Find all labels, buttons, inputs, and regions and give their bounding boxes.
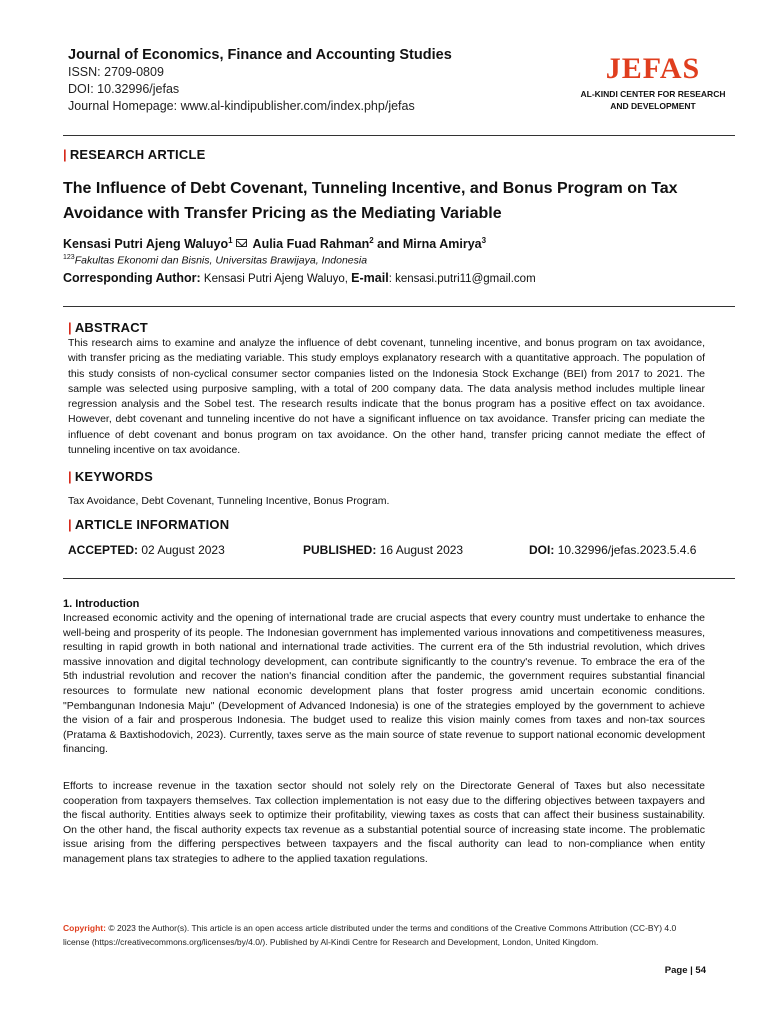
abstract-body: This research aims to examine and analyze the influence of debt covenant, tunneling incentive, and bonus program on tax avoidance, with transfer pricing as the mediating variable. This study employs explanatory research with a quantitative approach. The population of this study consists of non-cyclical consumer sector companies listed on the Indonesia Stock Exchange (BEI) from 2017 to 2021. The sample was selected using purposive sampling, with a total of 200 company data. The data analysis method includes multiple linear regression analysis and the Sobel test. The research results indicate that the bonus program has a positive effect on tax avoidance. However, debt covenant and tunneling incentive do not have a significant influence on tax avoidance. Transfer pricing can mediate the influence of debt covenant and bonus program on tax avoidance. On the other hand, transfer pricing cannot mediate the effect of tunneling incentive on tax avoidance.: [68, 337, 705, 457]
header-divider: [63, 135, 735, 136]
introduction-heading: 1. Introduction: [63, 598, 140, 610]
journal-doi[interactable]: DOI: 10.32996/jefas: [68, 82, 180, 96]
author-2: Aulia Fuad Rahman: [252, 237, 370, 252]
accepted-label: ACCEPTED:: [68, 543, 139, 557]
section-bar-icon: |: [63, 147, 67, 162]
paper-title: The Influence of Debt Covenant, Tunneling Incentive, and Bonus Program on Tax Avoidance with Transfer Pricing as the Mediating Variable: [63, 180, 678, 222]
copyright-label: Copyright:: [63, 923, 106, 933]
author-connector: and: [377, 237, 400, 252]
keywords-list: Tax Avoidance, Debt Covenant, Tunneling Incentive, Bonus Program.: [68, 495, 390, 507]
authors-divider: [63, 306, 735, 307]
author-3: Mirna Amirya: [402, 237, 482, 252]
page-number: Page | 54: [664, 965, 706, 976]
introduction-paragraph-1: Increased economic activity and the opening of international trade are crucial aspects that every country must undertake to enhance the well-being and prosperity of its people. The Indonesian government has implemented various innovations and competitiveness measures, resulting in rapid growth in both national and international trade activities. The current era of the 5th industrial revolution, which drives massive innovation and digital technology development, can contribute significantly to the country's revenue. To embrace the era of the 5th industrial revolution and recover the nation's financial condition after the pandemic, the government requires substantial financial resources to formulate new national economic development plans that foster progress amid uncertain economic conditions. "Pembangunan Indonesia Maju" (Development of Advanced Indonesia) is one of the strategies employed by the government to achieve the vision of a fair and prosperous Indonesia. The budget used to realize this vision mainly comes from taxes and non-tax sources (Pratama & Baxtishodovich, 2023). Currently, taxes serve as the main source of state revenue to support national economic development financing.: [63, 612, 705, 756]
introduction-paragraph-2: Efforts to increase revenue in the taxation sector should not solely rely on the Directorate General of Taxes but also necessitate cooperation from taxpayers themselves. Tax collection implementation is not easy due to the differing objectives between taxpayers and the fiscal authority. Entities always seek to optimize their profitability, viewing taxes as costs that can affect their business sustainability. On the other hand, the fiscal authority expects tax revenue as a substantial potential source of increasing state income. The problematic issue arising from the differing perspectives between taxpayers and the fiscal authority can lead to non-compliance when entity management plans tax strategies to adhere to the applied taxation regulations.: [63, 780, 705, 865]
copyright-text: © 2023 the Author(s). This article is an open access article distributed under the terms and conditions of the Creative Commons Attribution (CC-BY) 4.0 license (https://creativecommons.org/licenses/by/4.0/). Published by Al-Kindi Centre for Research and Development, London, United Kingdom.: [63, 923, 677, 947]
published-label: PUBLISHED:: [303, 543, 377, 557]
info-divider: [63, 578, 735, 579]
keywords-heading: [68, 469, 153, 485]
abstract-heading: [68, 320, 148, 336]
author-3-sup: 3: [481, 236, 487, 245]
keywords-heading-text: KEYWORDS: [74, 469, 154, 484]
copyright-footer: [63, 922, 703, 949]
article-doi: [529, 542, 696, 558]
article-type-label: [63, 147, 205, 163]
mail-icon[interactable]: [236, 239, 247, 247]
corresponding-email[interactable]: : kensasi.putri11@gmail.com: [388, 273, 536, 285]
corresponding-label: Corresponding Author:: [63, 271, 201, 285]
affiliation-sup: 123: [63, 254, 75, 261]
published-value: 16 August 2023: [379, 543, 464, 557]
accepted-date: [68, 542, 225, 558]
author-list: [63, 233, 486, 252]
article-info-heading: [68, 517, 229, 533]
section-bar-icon: |: [68, 469, 72, 484]
affiliation: [63, 251, 367, 268]
doi-value[interactable]: 10.32996/jefas.2023.5.4.6: [557, 543, 697, 557]
accepted-value: 02 August 2023: [141, 543, 225, 557]
affiliation-text: Fakultas Ekonomi dan Bisnis, Universitas Brawijaya, Indonesia: [74, 254, 368, 267]
email-label: E-mail: [351, 271, 389, 285]
published-date: [303, 542, 463, 558]
author-2-sup: 2: [369, 236, 374, 245]
abstract-heading-text: ABSTRACT: [74, 320, 148, 335]
journal-logo: [578, 54, 728, 112]
journal-homepage[interactable]: Journal Homepage: www.al-kindipublisher.com/index.php/jefas: [68, 99, 415, 113]
article-info-heading-text: ARTICLE INFORMATION: [74, 517, 230, 532]
article-type-text: RESEARCH ARTICLE: [69, 147, 206, 162]
logo-subtitle-1: AL-KINDI CENTER FOR RESEARCH: [580, 89, 726, 99]
author-1: Kensasi Putri Ajeng Waluyo: [63, 237, 229, 252]
journal-name: Journal of Economics, Finance and Accounting Studies: [68, 47, 452, 63]
logo-subtitle-2: AND DEVELOPMENT: [610, 101, 696, 111]
author-1-sup: 1: [228, 236, 233, 245]
journal-header: [68, 46, 728, 132]
doi-label: DOI:: [529, 543, 555, 557]
corresponding-name: Kensasi Putri Ajeng Waluyo,: [203, 273, 348, 285]
corresponding-author: [63, 270, 536, 287]
section-bar-icon: |: [68, 320, 72, 335]
journal-issn: ISSN: 2709-0809: [68, 65, 164, 79]
section-bar-icon: |: [68, 517, 72, 532]
logo-text: JEFAS: [605, 52, 701, 85]
